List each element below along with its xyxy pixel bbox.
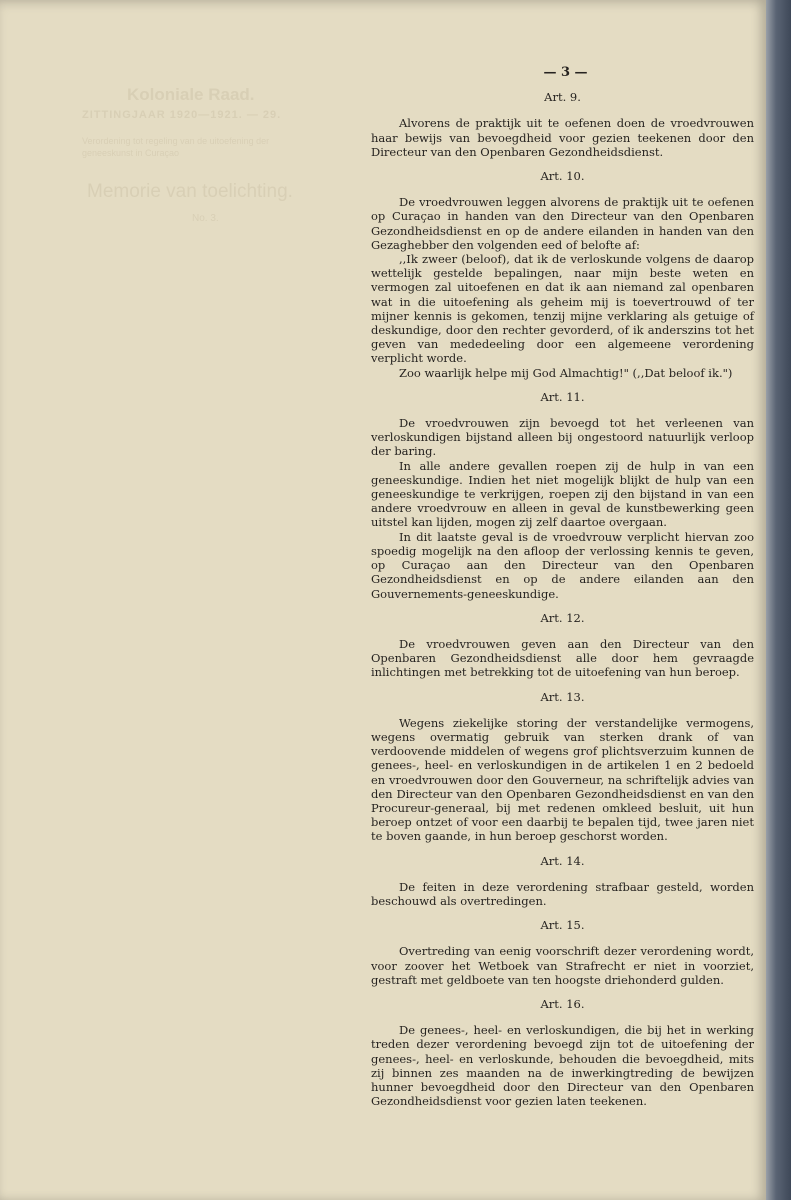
article-section: [371, 690, 754, 844]
article-section: [371, 611, 754, 680]
article-section: [371, 390, 754, 601]
article-paragraph: Overtreding van eenig voorschrift dezer verordening wordt, voor zoover het Wetboek van Strafrecht er niet in voorziet, gestraft met geldboete van ten hoogste driehonderd gulden.: [371, 944, 754, 987]
article-heading: Art. 16.: [540, 996, 585, 1011]
article-paragraph: In alle andere gevallen roepen zij de hulp in van een geneeskundige. Indien het niet mogelijk blijkt de hulp van een geneeskundige te verkrijgen, roepen zij den bijstand in van een andere vroedvrouw en alleen in geval de kunstbewerking geen uitstel kan lijden, mogen zij zelf daartoe overgaan.: [371, 458, 754, 530]
bleed-line-3: Verordening tot regeling van de uitoefening der geneeskunst in Curaçao: [82, 136, 270, 158]
bleed-line-1: Koloniale Raad.: [127, 85, 255, 104]
article-section: [371, 169, 754, 380]
article-section: [371, 854, 754, 909]
article-heading: Art. 10.: [540, 169, 585, 184]
article-heading: Art. 11.: [540, 389, 585, 404]
scanner-edge: [766, 0, 791, 1200]
articles-list: [371, 90, 754, 1108]
article-paragraph: In dit laatste geval is de vroedvrouw verplicht hiervan zoo spoedig mogelijk na den afloop der verlossing kennis te geven, op Curaçao aan den Directeur van den Openbaren Gezondheidsdienst en op de andere eilanden aan den Gouvernements-geneeskundige.: [371, 529, 754, 601]
article-paragraph: De feiten in deze verordening strafbaar gesteld, worden beschouwd als overtredingen.: [371, 879, 754, 908]
article-heading: Art. 9.: [544, 90, 581, 105]
article-paragraph: ,,Ik zweer (beloof), dat ik de verloskunde volgens de daarop wettelijk gestelde bepalingen, naar mijn beste weten en vermogen zal uitoefenen en dat ik aan niemand zal openbaren wat in die uitoefening als geheim mij is toevertrouwd of ter mijner kennis is gekomen, tenzij mijne verklaring als getuige of deskundige, door den rechter gevorderd, of ik anderszins tot het geven van mededeeling door een algemeene verordening verplicht worde.: [371, 252, 754, 366]
article-heading: Art. 13.: [540, 689, 585, 704]
article-paragraph: De vroedvrouwen leggen alvorens de praktijk uit te oefenen op Curaçao in handen van den Directeur van den Openbaren Gezondheidsdienst en op de andere eilanden in handen van den Gezaghebber den volgenden eed of belofte af:: [371, 195, 754, 252]
article-heading: Art. 12.: [540, 610, 585, 625]
bleed-line-4: Memorie van toelichting.: [87, 181, 293, 202]
article-paragraph: De genees-, heel- en verloskundigen, die bij het in werking treden dezer verordening bevoegd zijn tot de uitoefening der genees-, heel- en verloskunde, behouden die bevoegdheid, mits zij binnen zes maanden na de inwerkingtreding de bewijzen hunner bevoegdheid door den Directeur van den Openbaren Gezondheidsdienst voor gezien laten teekenen.: [371, 1023, 754, 1109]
bleed-line-5: No. 3.: [192, 213, 219, 224]
page-number: — 3 —: [543, 65, 588, 80]
article-section: [371, 918, 754, 987]
article-section: [371, 997, 754, 1108]
article-paragraph: Zoo waarlijk helpe mij God Almachtig!" (,,Dat beloof ik."): [399, 365, 733, 380]
article-heading: Art. 15.: [540, 918, 585, 933]
article-heading: Art. 14.: [540, 853, 585, 868]
article-paragraph: De vroedvrouwen zijn bevoegd tot het verleenen van verloskundigen bijstand alleen bij ongestoord natuurlijk verloop der baring.: [371, 416, 754, 459]
document-body: [371, 66, 754, 1108]
article-paragraph: Alvorens de praktijk uit te oefenen doen de vroedvrouwen haar bewijs van bevoegdheid voor gezien teekenen door den Directeur van den Openbaren Gezondheidsdienst.: [371, 116, 754, 159]
article-paragraph: Wegens ziekelijke storing der verstandelijke vermogens, wegens overmatig gebruik van sterken drank of van verdoovende middelen of wegens grof plichtsverzuim kunnen de genees-, heel- en verloskundigen in de artikelen 1 en 2 bedoeld en vroedvrouwen door den Gouverneur, na schriftelijk advies van den Directeur van den Openbaren Gezondheidsdienst en van den Procureur-generaal, bij met redenen omkleed besluit, uit hun beroep ontzet of voor een daarbij te bepalen tijd, twee jaren niet te boven gaande, in hun beroep geschorst worden.: [371, 715, 754, 844]
show-through-text: [82, 85, 332, 224]
article-section: [371, 90, 754, 159]
article-paragraph: De vroedvrouwen geven aan den Directeur van den Openbaren Gezondheidsdienst alle door hem gevraagde inlichtingen met betrekking tot de uitoefening van hun beroep.: [371, 636, 754, 680]
bleed-line-2: ZITTINGJAAR 1920—1921. — 29.: [82, 109, 282, 121]
